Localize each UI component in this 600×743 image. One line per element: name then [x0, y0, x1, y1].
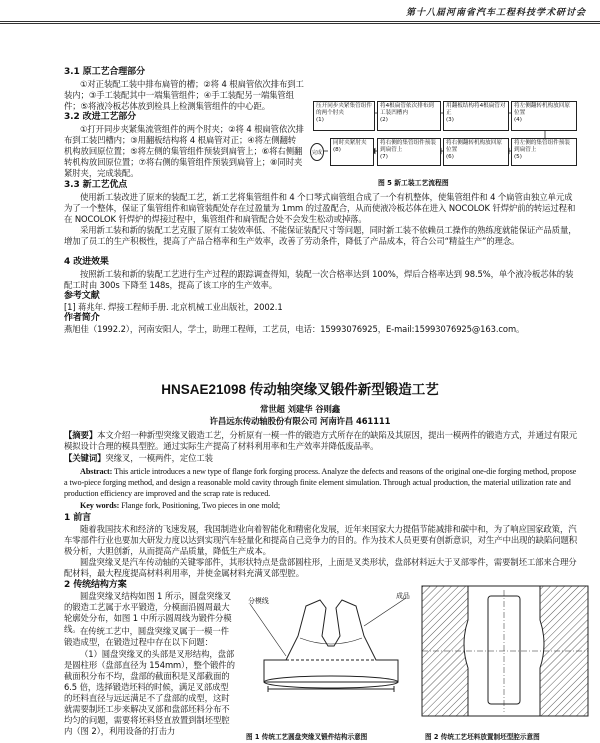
flow-step-3: 用翻板结构将4根扁管对正 (3): [443, 101, 509, 131]
author-bio-text: 燕旭佳（1992.2），河南安阳人，学士，助理工程师，工艺员，电话：15993076925，E-mail:15993076925@163.com。: [64, 324, 525, 334]
section-4-heading: 4 改进效果: [64, 257, 109, 267]
section-2-heading: 2 传统结构方案: [64, 580, 127, 590]
section-1-heading: 1 前言: [64, 513, 91, 523]
flow-step-8: 同时夹紧肘夹 (8): [330, 138, 374, 166]
author-bio-heading: 作者简介: [64, 313, 100, 323]
english-abstract: Abstract: This article introduces a new type of flange fork forging process. Analyze the defects and reasons of the original one-die forging method, propose a two-piece forging method, and design a reasonable mold cavity through finite element simulation. Through actual production, the material utilization rate and production efficiency are improved and the scrap rate is reduced.: [64, 467, 577, 498]
english-keywords: Key words: Flange fork, Positioning, Two pieces in one mold;: [80, 501, 280, 510]
flow-end: 完成: [310, 143, 324, 161]
flow-step-2: 将4根扁管依次排布到工装凹槽内 (2): [377, 101, 441, 131]
section-1-paragraph-2: 圆盘突缘叉是汽车传动轴的关键零部件，其形状特点是盘部圆柱形，上面是叉类形状，盘部材料远大于叉部零件，需要制坯工部来合理分配材料，最大程度提高材料利用率，并使金属材料充满叉部型腔。: [64, 557, 577, 578]
article-affiliation: 许昌远东传动轴股份有限公司 河南许昌 461111: [209, 416, 391, 426]
abstract: 【摘要】本文介绍一种新型突缘叉锻造工艺，分析原有一模一件的锻造方式所存在的缺陷及其原因，提出一模两件的锻造方式，并通过有限元模拟设计合理的模具型腔。通过实际生产提高了材料利用率和生产效率并降低废品率。: [64, 430, 578, 451]
section-3-2-text: ①打开同步夹紧集流管组件的两个肘夹；②将 4 根扁管依次排布到工装凹槽内；③用翻板结构将 4 根扁管对正；④将左侧翻转机构放回原位置；⑤将左侧的集管组件预装到扁管上；⑥将右侧翻转机构放回原位置；⑦将右侧的集管组件预装到扁管上；⑧同时夹紧肘夹，完成装配。: [64, 124, 304, 178]
section-3-1-heading: 3.1 原工艺合理部分: [64, 67, 145, 77]
figure-5-caption: 图 5 新工装工艺流程图: [378, 178, 449, 187]
flow-step-6: 将右侧翻转机构放回原位置 (6): [443, 138, 509, 166]
figure-1-parting-line-label: 分模线: [248, 597, 269, 605]
section-2-paragraph-3: （1）圆盘突缘叉的头部是叉形结构，盘部是圆柱形（盘部直径为 154mm），整个锻件的截面积分布不均，盘部的截面积是叉部截面的 6.5 倍，选择锻造坯料的时候，满足叉部成型的坯料直径与远远满足不了盘部的成型，这时就需要制坯工步来解决叉部和盘部坯料分布不均匀的问题，需要将坯料竖直放置到制坯型腔内（图 2），利用设备的打击力: [64, 649, 235, 736]
figure-1-caption: 图 1 传统工艺圆盘突缘叉锻件结构示意图: [246, 732, 368, 741]
conference-header: 第十八届河南省汽车工程科技学术研讨会: [405, 8, 586, 18]
article-authors: 常世超 刘建华 谷则鑫: [259, 404, 341, 414]
article-title: HNSAE21098 传动轴突缘叉锻件新型锻造工艺: [161, 382, 439, 397]
figure-1-product-label: 成品: [396, 592, 410, 600]
section-4-text: 按照新工装和新的装配工艺进行生产过程的跟踪调查得知，装配一次合格率达到 100%，焊后合格率达到 98.5%，单个液冷板芯体的装配工时由 300s 下降至 148s，提高了该工序的生产效率。: [64, 269, 574, 290]
flow-step-1: 压开同步夹紧集管组件的两个肘夹 (1): [313, 101, 375, 131]
references-heading: 参考文献: [64, 291, 100, 301]
section-3-3-text-2: 采用新工装和新的装配工艺克服了原有工装效率低、不能保证装配尺寸等问题，同时新工装不依赖员工操作的熟练度就能保证产品质量，增加了员工的生产积极性，提高了产品合格率和生产效率，改善了劳动条件，降低了产品成本，符合公司“精益生产”的理念。: [64, 225, 577, 246]
flow-step-4: 将左侧翻转机构放回原位置 (4): [511, 101, 577, 131]
section-3-2-heading: 3.2 改进工艺部分: [64, 112, 137, 122]
figure-2-die-cavity-drawing: [420, 582, 592, 720]
section-3-3-text-1: 使用新工装改进了原来的装配工艺，新工艺将集管组件和 4 个口琴式扁管组合成了一个有机整体，使集管组件和 4 个扁管由独立单元成为了一个整体，保证了集管组件和扁管装配处存在过盈量为 1mm 的过盈配合，从而使液冷板芯体在进入 NOCOLOK 钎焊炉前的转运过程和在 NOCOLOK 钎焊炉的焊接过程中，集管组件和扁管配合处不会发生松动或掉落。: [64, 192, 576, 224]
section-2-paragraph-1: 圆盘突缘叉结构如图 1 所示，圆盘突缘叉的锻造工艺属于水平锻造，分模面沿圆周最大轮廓处分布，如图 1 中所示圆周线为锻件分模线。: [64, 591, 232, 634]
section-3-3-heading: 3.3 新工艺优点: [64, 180, 128, 190]
header-rule-top: [0, 21, 600, 22]
section-3-1-text: ①对正装配工装中排布扁管的槽；②将 4 根扁管依次排布到工装内；③手工装配其中一端集管组件；④手工装配另一端集管组件；⑤将液冷板芯体放到检具上检测集管组件的中心距。: [64, 79, 304, 111]
figure-1-flange-fork-drawing: [246, 586, 416, 714]
flow-step-5: 将左侧的集管组件预装到扁管上 (5): [511, 138, 577, 166]
flow-step-7: 将右侧的集管组件预装到扁管上 (7): [377, 138, 441, 166]
reference-1: [1] 蒋兆年. 焊接工程师手册. 北京机械工业出版社，2002.1: [64, 302, 283, 312]
figure-2-caption: 图 2 传统工艺坯料放置制坯型腔示意图: [425, 732, 540, 741]
header-rule-bottom: [0, 23, 600, 24]
keywords: 【关键词】突缘叉，一模两件，定位工装: [64, 453, 213, 463]
section-2-paragraph-2: 在传统工艺中，圆盘突缘叉属于一模一件锻造成型，在锻造过程中存在以下问题：: [64, 626, 229, 647]
section-1-paragraph-1: 随着我国技术和经济的飞速发展，我国制造业向着智能化和精密化发展，近年来国家大力提倡节能减排和碳中和，为了响应国家政策，汽车零部件行业也要加大研发力度以达到实现汽车轻量化和提高自己竞争力的目的。作为技术人员更要有创新意识，对生产中出现的缺陷问题积极分析，大胆创新，从而提高产品质量，降低生产成本。: [64, 524, 578, 556]
